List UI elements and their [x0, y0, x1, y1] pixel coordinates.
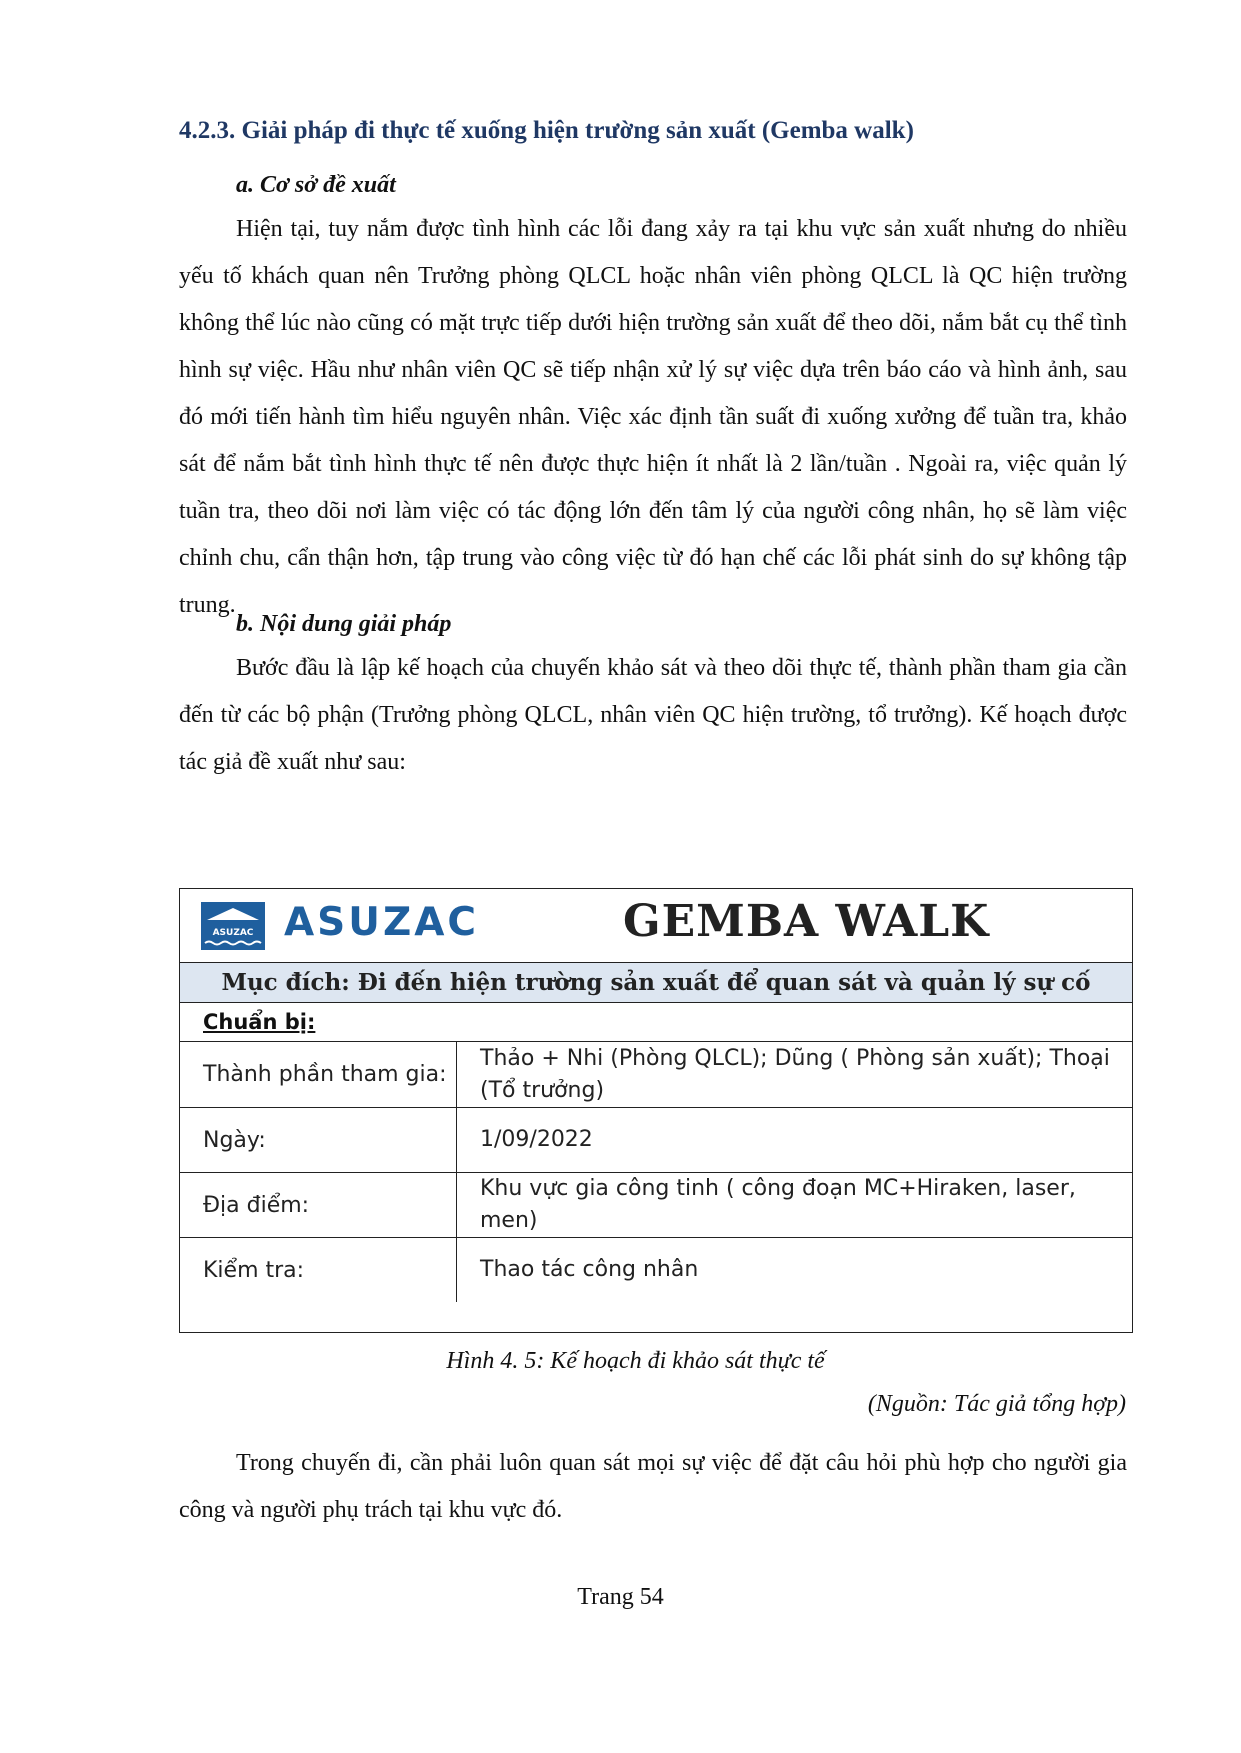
row-value: Khu vực gia công tinh ( công đoạn MC+Hiraken, laser, men)	[480, 1176, 1076, 1233]
plan-row-check	[180, 1238, 1132, 1302]
plan-row-participants	[180, 1042, 1132, 1108]
plan-purpose: Mục đích: Đi đến hiện trường sản xuất để quan sát và quản lý sự cố	[180, 963, 1132, 1003]
row-label: Địa điểm:	[180, 1173, 457, 1237]
row-value: Thảo + Nhi (Phòng QLCL); Dũng ( Phòng sản xuất); Thoại (Tổ trưởng)	[480, 1045, 1110, 1103]
brand-name: ASUZAC	[284, 900, 480, 945]
row-value: Thao tác công nhân	[480, 1257, 699, 1282]
plan-title: GEMBA WALK	[623, 896, 990, 947]
paragraph-observation: Trong chuyến đi, cần phải luôn quan sát mọi sự việc để đặt câu hỏi phù hợp cho người gia công và người phụ trách tại khu vực đó.	[179, 1450, 1127, 1523]
plan-row-location	[180, 1173, 1132, 1238]
row-label: Kiểm tra:	[180, 1238, 457, 1302]
row-value: 1/09/2022	[480, 1127, 593, 1152]
paragraph-basis: Hiện tại, tuy nắm được tình hình các lỗi đang xảy ra tại khu vực sản xuất nhưng do nhiều yếu tố khách quan nên Trưởng phòng QLCL hoặc nhân viên phòng QLCL là QC hiện trường không thể lúc nào cũng có mặt trực tiếp dưới hiện trường sản xuất để theo dõi, nắm bắt cụ thể tình hình sự việc. Hầu như nhân viên QC sẽ tiếp nhận xử lý sự việc dựa trên báo cáo và hình ảnh, sau đó mới tiến hành tìm hiểu nguyên nhân. Việc xác định tần suất đi xuống xưởng để tuần tra, khảo sát để nắm bắt tình hình thực tế nên được thực hiện ít nhất là 2 lần/tuần . Ngoài ra, việc quản lý tuần tra, theo dõi nơi làm việc có tác động lớn đến tâm lý của người công nhân, họ sẽ làm việc chỉnh chu, cẩn thận hơn, tập trung vào công việc từ đó hạn chế các lỗi phát sinh do sự không tập trung.	[179, 216, 1127, 618]
section-heading: 4.2.3. Giải pháp đi thực tế xuống hiện trường sản xuất (Gemba walk)	[179, 117, 914, 144]
figure-caption: Hình 4. 5: Kế hoạch đi khảo sát thực tế	[446, 1348, 825, 1374]
page-number: Trang 54	[577, 1584, 664, 1610]
row-label: Thành phần tham gia:	[180, 1042, 457, 1107]
plan-prep-label: Chuẩn bị:	[180, 1003, 1132, 1042]
subheading-a: a. Cơ sở đề xuất	[236, 172, 396, 198]
figure-source: (Nguồn: Tác giả tổng hợp)	[867, 1391, 1126, 1417]
row-label: Ngày:	[180, 1108, 457, 1172]
gemba-walk-plan	[179, 888, 1133, 1333]
plan-row-date	[180, 1108, 1132, 1173]
logo-mark-text: ASUZAC	[212, 928, 254, 938]
asuzac-logo-icon	[201, 902, 265, 950]
plan-header	[180, 889, 1132, 963]
paragraph-plan-intro: Bước đầu là lập kế hoạch của chuyến khảo sát và theo dõi thực tế, thành phần tham gia cần đến từ các bộ phận (Trưởng phòng QLCL, nhân viên QC hiện trường, tổ trưởng). Kế hoạch được tác giả đề xuất như sau:	[179, 655, 1127, 775]
subheading-b: b. Nội dung giải pháp	[236, 611, 452, 637]
